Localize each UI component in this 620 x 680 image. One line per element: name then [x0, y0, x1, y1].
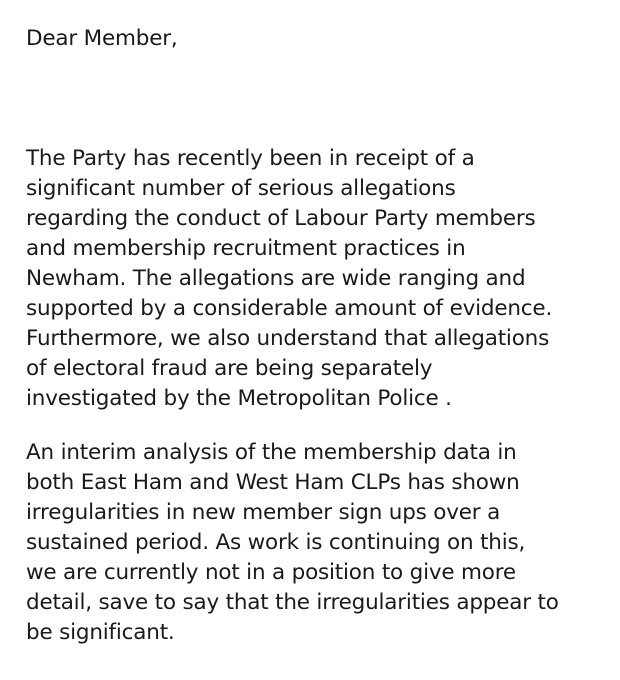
text-line: supported by a considerable amount of evidence.	[26, 296, 553, 321]
paragraph-allegations	[26, 144, 611, 414]
text-line: and membership recruitment practices in	[26, 236, 466, 261]
text-line: An interim analysis of the membership data in	[26, 440, 517, 465]
text-line: be significant.	[26, 620, 175, 645]
text-line: significant number of serious allegations	[26, 176, 456, 201]
text-line: we are currently not in a position to give more	[26, 560, 516, 585]
salutation: Dear Member,	[26, 26, 178, 51]
text-line: investigated by the Metropolitan Police .	[26, 386, 452, 411]
text-line: The Party has recently been in receipt of a	[26, 146, 475, 171]
text-line: sustained period. As work is continuing on this,	[26, 530, 526, 555]
letter-body	[26, 24, 611, 648]
text-line: irregularities in new member sign ups over a	[26, 500, 501, 525]
text-line: detail, save to say that the irregularities appear to	[26, 590, 559, 615]
text-line: Newham. The allegations are wide ranging and	[26, 266, 526, 291]
paragraph-interim-analysis	[26, 438, 611, 648]
text-line: both East Ham and West Ham CLPs has shown	[26, 470, 520, 495]
text-line: of electoral fraud are being separately	[26, 356, 433, 381]
text-line: Furthermore, we also understand that allegations	[26, 326, 550, 351]
text-line: regarding the conduct of Labour Party members	[26, 206, 536, 231]
